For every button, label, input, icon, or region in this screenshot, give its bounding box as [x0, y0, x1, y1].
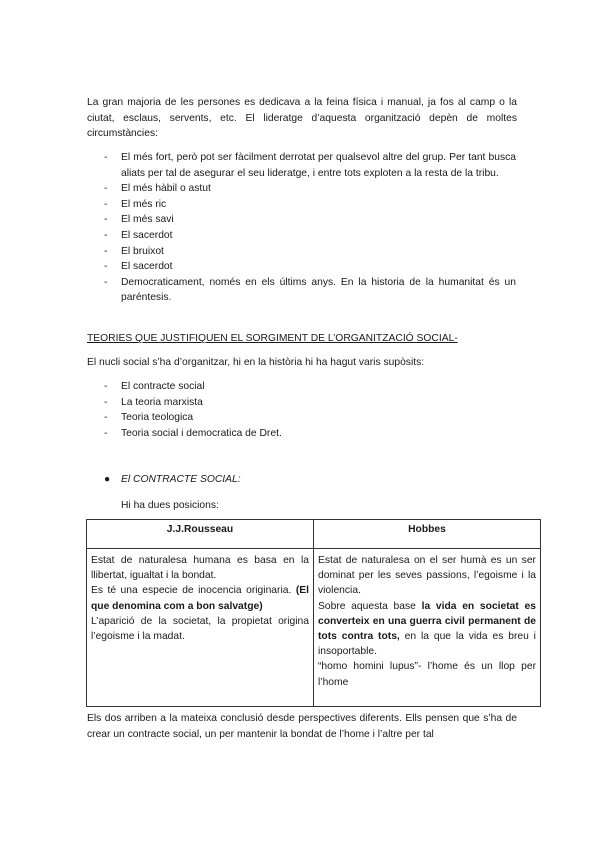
list-item: - El sacerdot: [104, 259, 516, 275]
positions-intro: Hi ha dues posicions:: [121, 500, 219, 511]
rousseau-line-3: L’aparició de la societat, la propietat origina l’egoisme i la madat.: [91, 615, 309, 643]
list-item: - El bruixot: [104, 244, 516, 260]
list-item: - El més savi: [104, 212, 516, 228]
hobbes-cell: [314, 549, 541, 707]
hobbes-header: Hobbes: [314, 520, 541, 549]
hobbes-line-2-end: en la que la vida es breu i insoportable.: [318, 631, 536, 658]
table-row: [87, 549, 541, 707]
hobbes-line-2-bold: la vida en societat es converteix en una guerra civil permanent de tots contra tots,: [318, 600, 536, 643]
rousseau-line-2: Es té una especie de inocencia originaria.: [91, 585, 292, 597]
list-item: - El més hàbil o astut: [104, 181, 516, 197]
theories-list: [104, 379, 516, 441]
list-item: - Teoria teologica: [104, 410, 516, 426]
conclusion-paragraph: Els dos arriben a la mateixa conclusió desde perspectives diferents. Ells pensen que s’ha de crear un contracte social, un per mantenir la bondat de l’home i l’altre per tal: [87, 713, 517, 740]
contract-heading: El CONTRACTE SOCIAL:: [121, 474, 241, 485]
list-item: - El més ric: [104, 197, 516, 213]
comparison-table: [86, 519, 541, 707]
intro-paragraph: La gran majoria de les persones es dedicava a la feina física i manual, ja fos al camp o la ciutat, esclaus, servents, etc. El lideratge d’aquesta organització depèn de moltes circumstàncies:: [87, 97, 517, 140]
rousseau-cell: [87, 549, 314, 707]
hobbes-line-1: Estat de naturalesa on el ser humà es un ser dominat per les seves passions, l’egoisme i la violencia.: [318, 555, 536, 597]
list-item: - La teoria marxista: [104, 395, 516, 411]
hobbes-line-3: “homo homini lupus”- l’home és un llop per l’home: [318, 661, 536, 688]
rousseau-line-2-bold: (El que denomina com a bon salvatge): [91, 585, 309, 612]
hobbes-line-2-start: Sobre aquesta base: [318, 600, 416, 612]
leaders-list: [104, 150, 516, 306]
list-item: - El més fort, però pot ser fàcilment derrotat per qualsevol altre del grup. Per tant busca aliats per tal de asegurar el seu lideratge, i entre tots exploten a la resta de la tribu.: [104, 150, 516, 181]
section-heading: TEORIES QUE JUSTIFIQUEN EL SORGIMENT DE L’ORGANITZACIÓ SOCIAL-: [87, 333, 458, 344]
bullet-icon: ●: [104, 474, 111, 485]
rousseau-header: J.J.Rousseau: [87, 520, 314, 549]
list-item: - El sacerdot: [104, 228, 516, 244]
list-item: - Democraticament, només en els últims anys. En la historia de la humanitat és un paréntesis.: [104, 275, 516, 306]
table-header-row: [87, 520, 541, 549]
list-item: - El contracte social: [104, 379, 516, 395]
rousseau-line-1: Estat de naturalesa humana es basa en la llibertat, igualtat i la bondat.: [91, 555, 309, 582]
section-intro: El nucli social s’ha d’organitzar, hi en la història hi ha hagut varis supòsits:: [87, 357, 425, 368]
list-item: - Teoria social i democratica de Dret.: [104, 426, 516, 442]
